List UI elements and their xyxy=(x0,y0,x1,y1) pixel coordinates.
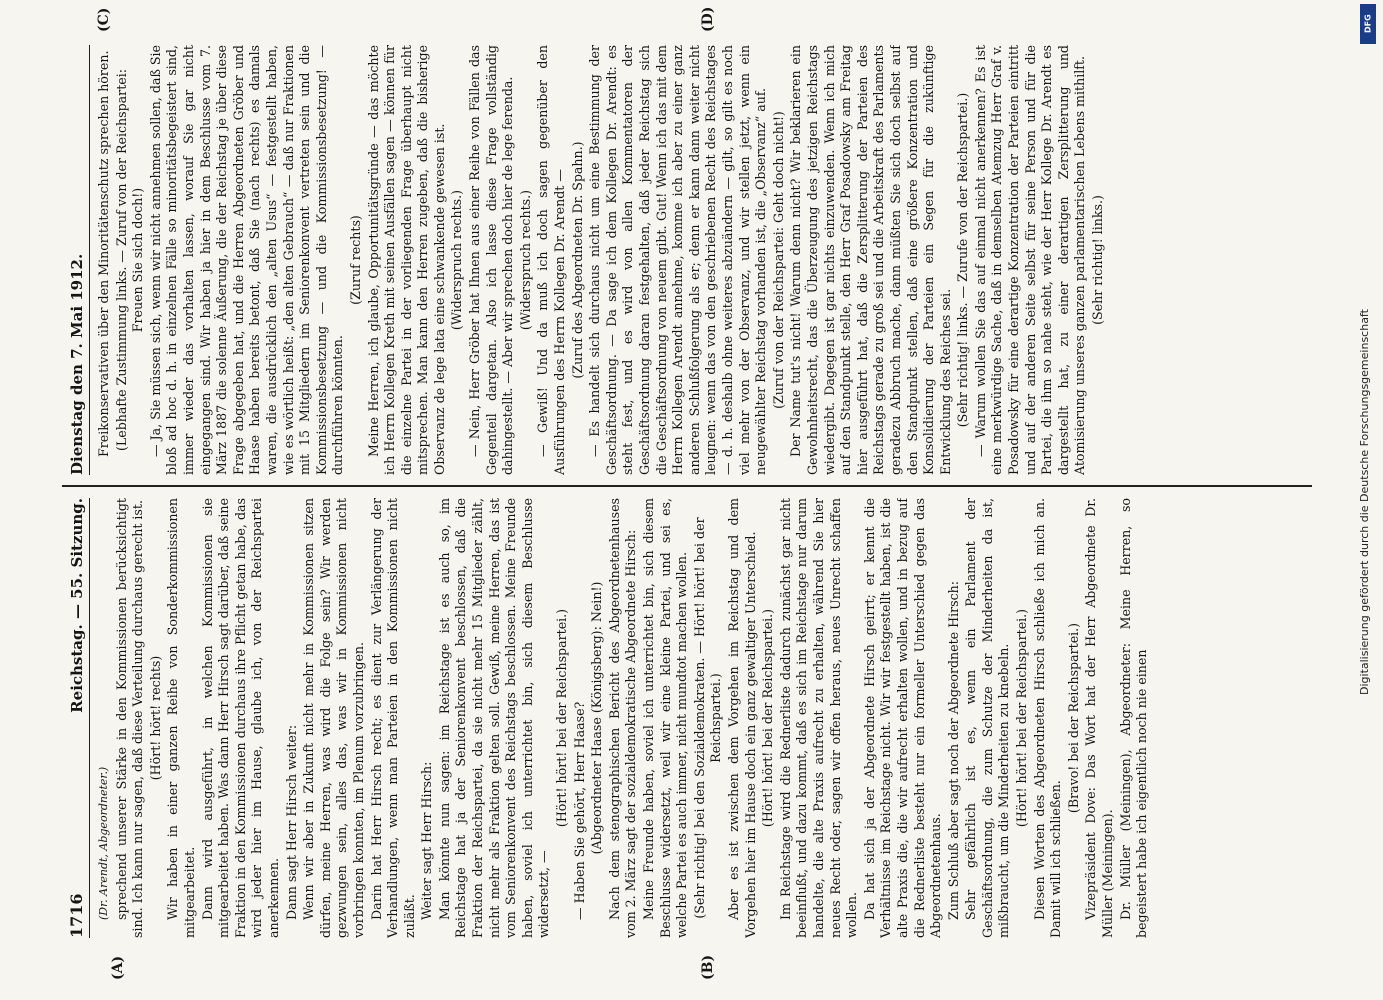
margin-marker-a: (A) xyxy=(110,955,126,980)
paragraph: (Zuruf des Abgeordneten Dr. Spahn.) xyxy=(569,141,585,379)
paragraph: Wir haben in einer ganzen Reihe von Sonderkommissionen mitgearbeitet. xyxy=(165,498,197,938)
paragraph: Sehr gefährlich ist es, wenn ein Parlament der Geschäftsordnung, die zum Schutze der Minderheiten da ist, mißbraucht, um die Minderheiten zu knebeln. xyxy=(963,498,1012,938)
column-divider xyxy=(62,486,1312,488)
right-column xyxy=(96,45,1316,475)
left-column-paragraphs xyxy=(114,498,1151,938)
paragraph: Dr. Müller (Meiningen), Abgeordneter: Meine Herren, so begeistert habe ich eigentlich noch nie einen xyxy=(1117,498,1150,938)
right-column-paragraphs xyxy=(96,45,1107,475)
digitization-note: Digitalisierung gefördert durch die Deutsche Forschungsgemeinschaft xyxy=(1358,309,1371,695)
page-header-left xyxy=(52,498,90,938)
paragraph: Man könnte nun sagen: im Reichstage ist es auch so, im Reichstage hat ja der Seniorenkonvent beschlossen, daß die Fraktion der Reichspartei, da sie nicht mehr 15 Mitglieder zählt, nicht mehr als Fraktion gelten soll. Gewiß, meine Herren, das ist vom Seniorenkonvent des Reichstags beschlossen. Meine Freunde haben, soviel ich unterrichtet bin, sich diesem Beschlusse widersetzt, — xyxy=(436,498,552,938)
session-date: Dienstag den 7. Mai 1912. xyxy=(68,253,86,475)
paragraph: Meine Herren, ich glaube, Opportunitätsgründe — das möchte ich Herrn Kollegen Kreth mit seinen Ausfällen sagen — können für die einzelne Partei in der vorliegenden Frage überhaupt nicht mitsprechen. Man kann den Herren zugeben, daß die bisherige Observanz de lege lata eine schwankende gewesen ist. xyxy=(365,45,447,475)
paragraph: (Sehr richtig! links.) xyxy=(1090,195,1106,325)
paragraph: (Bravo! bei der Reichspartei.) xyxy=(1065,622,1081,814)
page-number: 1716 xyxy=(67,893,86,938)
paragraph: Im Reichstage wird die Rednerliste dadurch zunächst gar nicht beeinflußt, und dazu kommt, daß es sich im Reichstage nur darum handelte, die alte Praxis aufrecht zu erhalten, während Sie hier neues Recht oder, sagen wir offen heraus, neues Unrecht schaffen wollen. xyxy=(777,498,860,938)
left-column xyxy=(96,498,1316,938)
paragraph: (Hört! hört! bei der Reichspartei.) xyxy=(1014,608,1030,828)
paragraph: (Abgeordneter Haase (Königsberg): Nein!) xyxy=(589,581,605,855)
paragraph: Zum Schluß aber sagt noch der Abgeordnete Hirsch: xyxy=(945,580,961,920)
paragraph: — Warum wollen Sie das auf einmal nicht anerkennen? Es ist eine merkwürdige Sache, daß in demselben Atemzug Herr Graf v. Posadowsky für eine derartige Konzentration der Parteien eintritt und auf der anderen Seite selbst für seine Person und für die Partei, die ihm so nahe steht, wie der Herr Kollege Dr. Arendt es dargestellt hat, zu einer derartigen Zersplitterung und Atomisierung unseres ganzen parlamentarischen Lebens mithilft. xyxy=(972,45,1088,475)
speaker-note: (Dr. Arendt, Abgeordneter.) xyxy=(97,766,110,920)
paragraph: Darin hat Herr Hirsch recht; es dient zur Verlängerung der Verhandlungen, wenn man Parteien in den Kommissionen nicht zuläßt. xyxy=(368,498,417,938)
paragraph: — Nein, Herr Gröber hat Ihnen aus einer Reihe von Fällen das Gegenteil dargetan. Also ich lasse diese Frage vollständig dahingestellt. — Aber wir sprechen doch hier de lege ferenda. xyxy=(467,45,516,475)
paragraph: Da hat sich ja der Abgeordnete Hirsch geirrt; er kennt die Verhältnisse im Reichstage nicht. Wir wir festgestellt haben, ist die alte Praxis die, die wir aufrecht erhalten wollen, und in bezug auf die Rednerliste besteht nur ein formeller Unterschied gegen das Abgeordnetenhaus. xyxy=(861,498,944,938)
paragraph: (Zuruf rechts) xyxy=(347,215,363,305)
paragraph: (Sehr richtig! bei den Sozialdemokraten. — Hört! hört! bei der Reichspartei.) xyxy=(691,517,724,919)
paragraph: Meine Freunde haben, soviel ich unterrichtet bin, sich diesem Beschlusse widersetzt, weil wir eine kleine Partei, und sei es, welche Partei es auch immer, nicht mundtot machen wollen. xyxy=(641,498,690,938)
paragraph: Aber es ist zwischen dem Vorgehen im Reichstag und dem Vorgehen hier im Hause doch ein ganz gewaltiger Unterschied. xyxy=(725,498,758,938)
margin-marker-d: (D) xyxy=(700,6,716,32)
paragraph: Dann sagt Herr Hirsch weiter: xyxy=(283,724,299,920)
paragraph: (Widerspruch rechts.) xyxy=(517,189,533,331)
paragraph: Der Name tut's nicht! Warum denn nicht? Wir beklarieren ein Gewohnheitsrecht, das die Überzeugung des jetzigen Reichstags wiedergibt. Dagegen ist gar nichts einzuwenden. Wenn ich mich auf den Standpunkt stelle, den Herr Graf Posadowsky am Freitag hier ausgeführt hat, daß die Zersplitterung der Parteien des Reichstags gerade zu groß sei und die Arbeitskraft des Parlaments geradezu Abbruch mache, dann müßten Sie sich doch selbst auf den Standpunkt stellen, daß eine größere Konzentration und Konsolidierung der Parteien ein Segen für die zukünftige Entwicklung des Reiches sei. xyxy=(788,45,953,475)
paragraph: (Hört! hört! bei der Reichspartei.) xyxy=(760,608,776,828)
paragraph: (Lebhafte Zustimmung links. — Zuruf von der Reichspartei: Freuen Sie sich doch!) xyxy=(113,69,146,452)
paragraph: Freikonservativen über den Minoritätenschutz sprechen hören. xyxy=(96,50,111,457)
dfg-logo: DFG xyxy=(1360,4,1376,44)
paragraph: Nach dem stenographischen Bericht des Abgeordnetenhauses vom 2. März sagt der sozialdemokratische Abgeordnete Hirsch: xyxy=(606,498,639,938)
paragraph: Weiter sagt Herr Hirsch: xyxy=(419,761,435,920)
paragraph: Vizepräsident Dove: Das Wort hat der Herr Abgeordnete Dr. Müller (Meiningen). xyxy=(1083,498,1116,938)
page-header-right xyxy=(52,45,90,475)
paragraph: Dann wird ausgeführt, in welchen Kommissionen sie mitgearbeitet haben. Was dann Herr Hirsch sagt darüber, daß seine Fraktion in den Kommissionen durchaus ihre Pflicht getan habe, das wird jeder hier im Hause, glaube ich, von der Reichspartei anerkennen. xyxy=(199,498,281,938)
paragraph: — Gewiß! Und da muß ich doch sagen gegenüber den Ausführungen des Herrn Kollegen Dr. Arendt — xyxy=(535,45,568,475)
margin-marker-c: (C) xyxy=(96,7,112,32)
paragraph: (Sehr richtig! links. — Zurufe von der Reichspartei.) xyxy=(955,92,971,428)
paragraph: — Es handelt sich durchaus nicht um eine Bestimmung der Geschäftsordnung. — Da sage ich dem Kollegen Dr. Arendt: es steht fest, und es wird von allen Kommentatoren der Geschäftsordnung daran festgehalten, daß jeder Reichstag sich die Geschäftsordnung von neuem gibt. Gut! Wenn ich das mit dem Herrn Kollegen Arendt annehme, komme ich aber zu einer ganz anderen Schlußfolgerung als er; denn er kann dann weiter nicht leugnen: wenn das von den geschriebenen Recht des Reichstages — d. h. deshalb ohne weiteres abzuändern — gilt, so gilt es noch viel mehr von der Observanz, und wir stellen jetzt, wenn ein neugewählter Reichstag vorhanden ist, die „Observanz“ auf. xyxy=(587,45,769,475)
paragraph: — Ja, Sie müssen sich, wenn wir nicht annehmen sollen, daß Sie bloß ad hoc d. h. in einzelnen Fälle so minoritätsbegeistert sind, immer wieder das vorhalten lassen, worauf Sie gar nicht eingegangen sind. Wir haben ja hier in dem Beschlusse vom 7. März 1887 die solenne Äußerung, die der Reichstag je über diese Frage abgegeben hat, und die Herren Abgeordneten Gröber und Haase haben bereits betont, daß Sie (nach rechts) es damals waren, die ausdrücklich den „alten Usus“ — festgestellt haben, wie es wörtlich heißt: „den alten Gebrauch“ — daß nur Fraktionen mit 15 Mitgliedern im Seniorenkonvent vertreten sein und die Kommissionsbesetzung — und die Kommissionsbesetzung! — durchführen könnten. xyxy=(147,45,346,475)
paragraph: (Widerspruch rechts.) xyxy=(449,189,465,331)
paragraph: (Hört! hört! rechts) xyxy=(147,655,163,781)
paragraph: — Haben Sie gehört, Herr Haase? xyxy=(571,701,587,920)
paragraph: Wenn wir aber in Zukunft nicht mehr in Kommissionen sitzen dürfen, meine Herren, was wird die Folge sein? Wir werden gezwungen sein, alles das, was wir in Kommissionen nicht vorbringen konnten, im Plenum vorzubringen. xyxy=(301,498,366,938)
session-title: Reichstag. — 55. Sitzung. xyxy=(68,498,86,713)
paragraph: Diesen Worten des Abgeordneten Hirsch schließe ich mich an. Damit will ich schließen. xyxy=(1031,498,1064,938)
paragraph: (Hört! hört! bei der Reichspartei.) xyxy=(554,608,570,828)
margin-marker-b: (B) xyxy=(700,954,716,980)
paragraph: (Zuruf von der Reichspartei: Geht doch nicht!) xyxy=(770,111,786,409)
paragraph: sprechend unserer Stärke in den Kommissionen berücksichtigt sind. Ich kann nur sagen, daß diese Verteilung durchaus gerecht ist. xyxy=(113,498,146,938)
